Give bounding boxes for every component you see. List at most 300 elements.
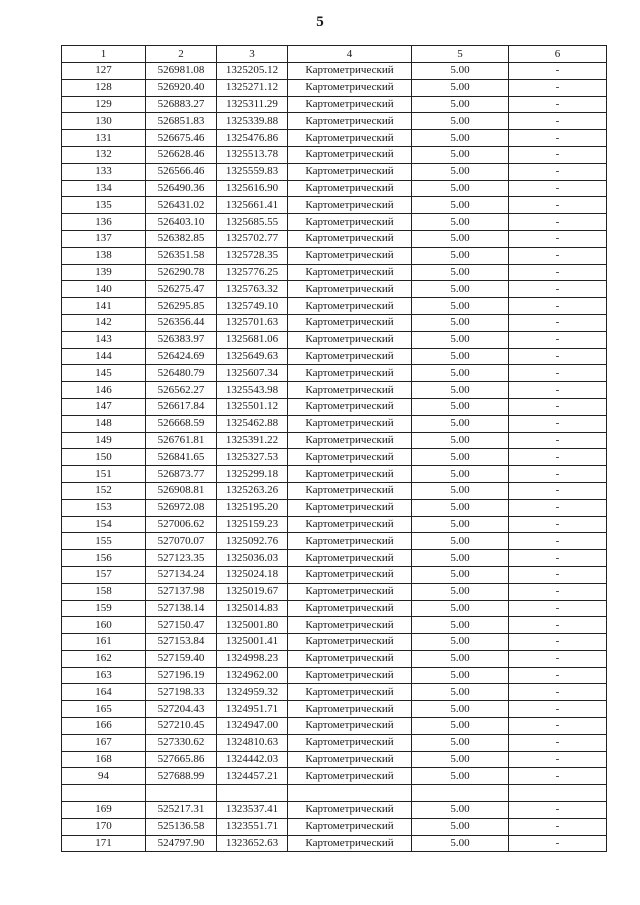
table-row bbox=[62, 617, 607, 634]
table-cell: 5.00 bbox=[412, 600, 509, 617]
table-cell: 1324442.03 bbox=[217, 751, 288, 768]
table-cell: 159 bbox=[62, 600, 146, 617]
table-cell: - bbox=[509, 718, 607, 735]
table-cell: 527138.14 bbox=[146, 600, 217, 617]
table-cell: 158 bbox=[62, 583, 146, 600]
table-cell: 5.00 bbox=[412, 617, 509, 634]
table-cell: 1323551.71 bbox=[217, 818, 288, 835]
table-cell: 142 bbox=[62, 314, 146, 331]
table-cell: 1323537.41 bbox=[217, 802, 288, 819]
table-cell: 5.00 bbox=[412, 130, 509, 147]
table-cell: 526668.59 bbox=[146, 415, 217, 432]
table-cell: 527688.99 bbox=[146, 768, 217, 785]
table-row bbox=[62, 650, 607, 667]
table-cell: Картометрический bbox=[288, 281, 412, 298]
table-cell: 1325501.12 bbox=[217, 398, 288, 415]
table-cell: 525217.31 bbox=[146, 802, 217, 819]
table-row bbox=[62, 499, 607, 516]
table-cell: - bbox=[509, 298, 607, 315]
column-header: 4 bbox=[288, 46, 412, 63]
table-cell: - bbox=[509, 768, 607, 785]
table-row bbox=[62, 802, 607, 819]
table-cell: Картометрический bbox=[288, 314, 412, 331]
table-cell: 5.00 bbox=[412, 314, 509, 331]
table-cell: 1325159.23 bbox=[217, 516, 288, 533]
table-cell: 1325476.86 bbox=[217, 130, 288, 147]
table-cell: 134 bbox=[62, 180, 146, 197]
table-cell: Картометрический bbox=[288, 415, 412, 432]
table-cell: 527153.84 bbox=[146, 634, 217, 651]
table-cell: 5.00 bbox=[412, 835, 509, 852]
table-cell: Картометрический bbox=[288, 264, 412, 281]
table-cell: 5.00 bbox=[412, 331, 509, 348]
table-cell: 527196.19 bbox=[146, 667, 217, 684]
table-cell: 160 bbox=[62, 617, 146, 634]
table-cell: - bbox=[509, 550, 607, 567]
table-cell: - bbox=[509, 566, 607, 583]
table-cell: - bbox=[509, 113, 607, 130]
column-header: 2 bbox=[146, 46, 217, 63]
table-cell: Картометрический bbox=[288, 298, 412, 315]
table-cell: 5.00 bbox=[412, 197, 509, 214]
table-cell: 5.00 bbox=[412, 583, 509, 600]
table-cell: - bbox=[509, 230, 607, 247]
table-cell: Картометрический bbox=[288, 701, 412, 718]
table-cell: Картометрический bbox=[288, 180, 412, 197]
table-cell: 526562.27 bbox=[146, 382, 217, 399]
table-cell: 527006.62 bbox=[146, 516, 217, 533]
table-cell: Картометрический bbox=[288, 718, 412, 735]
table-header bbox=[62, 46, 607, 63]
table-cell: 153 bbox=[62, 499, 146, 516]
table-cell: 5.00 bbox=[412, 650, 509, 667]
table-cell: Картометрический bbox=[288, 113, 412, 130]
table-cell: 5.00 bbox=[412, 247, 509, 264]
table-cell: 148 bbox=[62, 415, 146, 432]
table-cell: - bbox=[509, 818, 607, 835]
table-cell: 145 bbox=[62, 365, 146, 382]
table-cell: 1325001.41 bbox=[217, 634, 288, 651]
table-cell: - bbox=[509, 314, 607, 331]
table-row bbox=[62, 79, 607, 96]
table-cell: - bbox=[509, 146, 607, 163]
table-cell: 5.00 bbox=[412, 348, 509, 365]
table-row bbox=[62, 298, 607, 315]
table-cell: - bbox=[509, 499, 607, 516]
table-cell: - bbox=[509, 432, 607, 449]
table-cell: 5.00 bbox=[412, 298, 509, 315]
table-cell: 170 bbox=[62, 818, 146, 835]
table-cell: Картометрический bbox=[288, 650, 412, 667]
table-cell: 171 bbox=[62, 835, 146, 852]
table-row bbox=[62, 382, 607, 399]
table-cell: - bbox=[509, 802, 607, 819]
table-cell: 143 bbox=[62, 331, 146, 348]
table-cell: Картометрический bbox=[288, 818, 412, 835]
table-cell: Картометрический bbox=[288, 533, 412, 550]
table-cell: 5.00 bbox=[412, 365, 509, 382]
table-cell: 526431.02 bbox=[146, 197, 217, 214]
table-cell: Картометрический bbox=[288, 331, 412, 348]
table-cell: 5.00 bbox=[412, 751, 509, 768]
table-cell: 1325661.41 bbox=[217, 197, 288, 214]
table-cell: 149 bbox=[62, 432, 146, 449]
table-row bbox=[62, 146, 607, 163]
table-row bbox=[62, 701, 607, 718]
table-cell: 155 bbox=[62, 533, 146, 550]
table-cell: - bbox=[509, 734, 607, 751]
table-cell: 526480.79 bbox=[146, 365, 217, 382]
table-cell: 141 bbox=[62, 298, 146, 315]
table-cell: 526675.46 bbox=[146, 130, 217, 147]
table-cell: Картометрический bbox=[288, 583, 412, 600]
table-row bbox=[62, 130, 607, 147]
table-cell: - bbox=[509, 63, 607, 80]
table-cell: 1325339.88 bbox=[217, 113, 288, 130]
table-cell: 166 bbox=[62, 718, 146, 735]
table-cell: 1325391.22 bbox=[217, 432, 288, 449]
table-cell: Картометрический bbox=[288, 835, 412, 852]
table-cell: 169 bbox=[62, 802, 146, 819]
table-cell: 5.00 bbox=[412, 113, 509, 130]
table-cell: - bbox=[509, 264, 607, 281]
table-cell: 130 bbox=[62, 113, 146, 130]
table-cell: 135 bbox=[62, 197, 146, 214]
table-cell: 1324962.00 bbox=[217, 667, 288, 684]
table-cell: Картометрический bbox=[288, 79, 412, 96]
table-cell: 1325681.06 bbox=[217, 331, 288, 348]
table-cell: Картометрический bbox=[288, 600, 412, 617]
table-cell: 526424.69 bbox=[146, 348, 217, 365]
table-cell: 94 bbox=[62, 768, 146, 785]
table-cell: 527204.43 bbox=[146, 701, 217, 718]
table-cell: - bbox=[509, 281, 607, 298]
table-cell: - bbox=[509, 382, 607, 399]
table-cell: 1325014.83 bbox=[217, 600, 288, 617]
table-cell: 5.00 bbox=[412, 63, 509, 80]
table-cell: - bbox=[509, 482, 607, 499]
table-cell: 161 bbox=[62, 634, 146, 651]
table-cell: 1325749.10 bbox=[217, 298, 288, 315]
table-cell: - bbox=[509, 466, 607, 483]
table-cell: 526628.46 bbox=[146, 146, 217, 163]
table-cell: Картометрический bbox=[288, 802, 412, 819]
table-cell: 1325728.35 bbox=[217, 247, 288, 264]
table-cell: 5.00 bbox=[412, 398, 509, 415]
table-cell: - bbox=[509, 398, 607, 415]
table-cell: Картометрический bbox=[288, 482, 412, 499]
page-number: 5 bbox=[316, 14, 324, 30]
table-cell: 1324959.32 bbox=[217, 684, 288, 701]
table-row bbox=[62, 281, 607, 298]
table-cell: 1325462.88 bbox=[217, 415, 288, 432]
table-cell: 1325513.78 bbox=[217, 146, 288, 163]
table-cell: 1324998.23 bbox=[217, 650, 288, 667]
table-cell: 526981.08 bbox=[146, 63, 217, 80]
table-cell: 165 bbox=[62, 701, 146, 718]
table-row bbox=[62, 314, 607, 331]
table-cell: - bbox=[509, 331, 607, 348]
table-cell: Картометрический bbox=[288, 146, 412, 163]
table-cell: 526356.44 bbox=[146, 314, 217, 331]
table-cell: 5.00 bbox=[412, 180, 509, 197]
table-cell: Картометрический bbox=[288, 348, 412, 365]
table-cell: 5.00 bbox=[412, 768, 509, 785]
table-cell: 5.00 bbox=[412, 550, 509, 567]
table-row bbox=[62, 331, 607, 348]
table-cell: 1323652.63 bbox=[217, 835, 288, 852]
table-cell: - bbox=[509, 634, 607, 651]
table-cell: 526295.85 bbox=[146, 298, 217, 315]
table-cell: Картометрический bbox=[288, 466, 412, 483]
table-cell: 1325649.63 bbox=[217, 348, 288, 365]
table-cell: Картометрический bbox=[288, 214, 412, 231]
table-cell: 144 bbox=[62, 348, 146, 365]
table-cell: 526883.27 bbox=[146, 96, 217, 113]
table-cell: 147 bbox=[62, 398, 146, 415]
column-header: 1 bbox=[62, 46, 146, 63]
table-row bbox=[62, 768, 607, 785]
table-cell: 132 bbox=[62, 146, 146, 163]
table-cell: - bbox=[509, 667, 607, 684]
table-cell: 1325019.67 bbox=[217, 583, 288, 600]
table-row bbox=[62, 583, 607, 600]
table-cell: 1325607.34 bbox=[217, 365, 288, 382]
table-row bbox=[62, 214, 607, 231]
table-cell: Картометрический bbox=[288, 230, 412, 247]
table-cell: 526908.81 bbox=[146, 482, 217, 499]
table-cell: 168 bbox=[62, 751, 146, 768]
table-row bbox=[62, 264, 607, 281]
table-cell: 525136.58 bbox=[146, 818, 217, 835]
table-cell: Картометрический bbox=[288, 365, 412, 382]
table-cell: - bbox=[509, 650, 607, 667]
table-cell: 136 bbox=[62, 214, 146, 231]
table-cell: Картометрический bbox=[288, 247, 412, 264]
table-row bbox=[62, 482, 607, 499]
table-cell: 1324810.63 bbox=[217, 734, 288, 751]
table-cell: - bbox=[509, 835, 607, 852]
coordinates-table bbox=[61, 45, 607, 852]
table-cell: 1325092.76 bbox=[217, 533, 288, 550]
table-cell: 5.00 bbox=[412, 163, 509, 180]
table-cell: 526490.36 bbox=[146, 180, 217, 197]
table-cell: - bbox=[509, 180, 607, 197]
table-cell: 5.00 bbox=[412, 415, 509, 432]
table-row bbox=[62, 684, 607, 701]
table-cell: 1325024.18 bbox=[217, 566, 288, 583]
table-cell: Картометрический bbox=[288, 516, 412, 533]
column-header: 3 bbox=[217, 46, 288, 63]
column-header: 6 bbox=[509, 46, 607, 63]
table-cell: 526290.78 bbox=[146, 264, 217, 281]
table-cell: 5.00 bbox=[412, 499, 509, 516]
table-cell: 526617.84 bbox=[146, 398, 217, 415]
table-cell: Картометрический bbox=[288, 634, 412, 651]
table-cell: 5.00 bbox=[412, 566, 509, 583]
empty-cell bbox=[509, 785, 607, 802]
table-row bbox=[62, 398, 607, 415]
table-cell: 163 bbox=[62, 667, 146, 684]
table-cell: 527198.33 bbox=[146, 684, 217, 701]
table-cell: 1325685.55 bbox=[217, 214, 288, 231]
table-cell: 128 bbox=[62, 79, 146, 96]
table-row bbox=[62, 466, 607, 483]
table-row bbox=[62, 600, 607, 617]
table-cell: 139 bbox=[62, 264, 146, 281]
table-row bbox=[62, 835, 607, 852]
table-row bbox=[62, 449, 607, 466]
table-cell: 1325701.63 bbox=[217, 314, 288, 331]
header-row bbox=[62, 46, 607, 63]
table-cell: 5.00 bbox=[412, 701, 509, 718]
table-row bbox=[62, 415, 607, 432]
table-cell: 526851.83 bbox=[146, 113, 217, 130]
table-cell: 526275.47 bbox=[146, 281, 217, 298]
table-cell: 150 bbox=[62, 449, 146, 466]
table-cell: Картометрический bbox=[288, 197, 412, 214]
table-cell: 527159.40 bbox=[146, 650, 217, 667]
table-cell: 1325763.32 bbox=[217, 281, 288, 298]
table-cell: 167 bbox=[62, 734, 146, 751]
table-cell: 527137.98 bbox=[146, 583, 217, 600]
table-row bbox=[62, 180, 607, 197]
table-cell: Картометрический bbox=[288, 449, 412, 466]
table-cell: Картометрический bbox=[288, 751, 412, 768]
table-cell: 5.00 bbox=[412, 96, 509, 113]
table-row bbox=[62, 63, 607, 80]
table-cell: - bbox=[509, 348, 607, 365]
table-cell: 5.00 bbox=[412, 264, 509, 281]
table-row bbox=[62, 230, 607, 247]
table-cell: Картометрический bbox=[288, 617, 412, 634]
table-cell: 526383.97 bbox=[146, 331, 217, 348]
table-row bbox=[62, 247, 607, 264]
table-cell: 1325001.80 bbox=[217, 617, 288, 634]
table-cell: 527123.35 bbox=[146, 550, 217, 567]
table-cell: 5.00 bbox=[412, 684, 509, 701]
table-cell: Картометрический bbox=[288, 63, 412, 80]
table-row bbox=[62, 818, 607, 835]
empty-cell bbox=[412, 785, 509, 802]
table-cell: 1325263.26 bbox=[217, 482, 288, 499]
table-cell: 5.00 bbox=[412, 214, 509, 231]
table-cell: Картометрический bbox=[288, 734, 412, 751]
table-cell: 154 bbox=[62, 516, 146, 533]
table-cell: Картометрический bbox=[288, 398, 412, 415]
table-cell: Картометрический bbox=[288, 163, 412, 180]
table-cell: 5.00 bbox=[412, 230, 509, 247]
table-cell: 5.00 bbox=[412, 79, 509, 96]
table-cell: 1325559.83 bbox=[217, 163, 288, 180]
table-cell: 146 bbox=[62, 382, 146, 399]
table-cell: Картометрический bbox=[288, 768, 412, 785]
empty-cell bbox=[146, 785, 217, 802]
column-header: 5 bbox=[412, 46, 509, 63]
table-cell: 131 bbox=[62, 130, 146, 147]
empty-cell bbox=[288, 785, 412, 802]
table-cell: Картометрический bbox=[288, 382, 412, 399]
table-cell: Картометрический bbox=[288, 550, 412, 567]
table-cell: 5.00 bbox=[412, 667, 509, 684]
table-row bbox=[62, 432, 607, 449]
table-row bbox=[62, 113, 607, 130]
table-cell: 162 bbox=[62, 650, 146, 667]
table-cell: 5.00 bbox=[412, 818, 509, 835]
table-cell: 129 bbox=[62, 96, 146, 113]
table-cell: 1325205.12 bbox=[217, 63, 288, 80]
table-cell: 1325543.98 bbox=[217, 382, 288, 399]
table-cell: 1325271.12 bbox=[217, 79, 288, 96]
table-cell: 138 bbox=[62, 247, 146, 264]
table-cell: 151 bbox=[62, 466, 146, 483]
table-cell: 526920.40 bbox=[146, 79, 217, 96]
table-row bbox=[62, 734, 607, 751]
table-cell: - bbox=[509, 79, 607, 96]
table-cell: 1324457.21 bbox=[217, 768, 288, 785]
table-cell: 1325327.53 bbox=[217, 449, 288, 466]
table-cell: 1324947.00 bbox=[217, 718, 288, 735]
table-cell: 137 bbox=[62, 230, 146, 247]
table-cell: 5.00 bbox=[412, 634, 509, 651]
table-cell: 526566.46 bbox=[146, 163, 217, 180]
table-cell: 5.00 bbox=[412, 281, 509, 298]
table-cell: - bbox=[509, 617, 607, 634]
table-row bbox=[62, 533, 607, 550]
table-cell: 526403.10 bbox=[146, 214, 217, 231]
table-cell: 1325195.20 bbox=[217, 499, 288, 516]
table-cell: 1324951.71 bbox=[217, 701, 288, 718]
table-cell: 152 bbox=[62, 482, 146, 499]
table-cell: 5.00 bbox=[412, 802, 509, 819]
table-cell: - bbox=[509, 415, 607, 432]
table-cell: - bbox=[509, 600, 607, 617]
table-row bbox=[62, 718, 607, 735]
table-cell: 157 bbox=[62, 566, 146, 583]
table-cell: - bbox=[509, 365, 607, 382]
table-cell: 527210.45 bbox=[146, 718, 217, 735]
table-cell: Картометрический bbox=[288, 130, 412, 147]
table-body bbox=[62, 63, 607, 852]
table-cell: 5.00 bbox=[412, 382, 509, 399]
table-cell: - bbox=[509, 96, 607, 113]
table-cell: 140 bbox=[62, 281, 146, 298]
table-cell: 5.00 bbox=[412, 146, 509, 163]
table-cell: 526873.77 bbox=[146, 466, 217, 483]
table-cell: 5.00 bbox=[412, 466, 509, 483]
table-cell: - bbox=[509, 163, 607, 180]
table-cell: - bbox=[509, 449, 607, 466]
table-row bbox=[62, 667, 607, 684]
table-cell: 1325311.29 bbox=[217, 96, 288, 113]
table-row bbox=[62, 365, 607, 382]
table-cell: - bbox=[509, 516, 607, 533]
table-cell: Картометрический bbox=[288, 667, 412, 684]
table-cell: 526841.65 bbox=[146, 449, 217, 466]
table-cell: - bbox=[509, 130, 607, 147]
table-cell: Картометрический bbox=[288, 432, 412, 449]
table-cell: 527330.62 bbox=[146, 734, 217, 751]
table-cell: - bbox=[509, 197, 607, 214]
empty-cell bbox=[217, 785, 288, 802]
table-cell: 526761.81 bbox=[146, 432, 217, 449]
table-row bbox=[62, 96, 607, 113]
table-row bbox=[62, 163, 607, 180]
table-cell: Картометрический bbox=[288, 684, 412, 701]
table-cell: Картометрический bbox=[288, 96, 412, 113]
table-row bbox=[62, 348, 607, 365]
table-cell: - bbox=[509, 214, 607, 231]
